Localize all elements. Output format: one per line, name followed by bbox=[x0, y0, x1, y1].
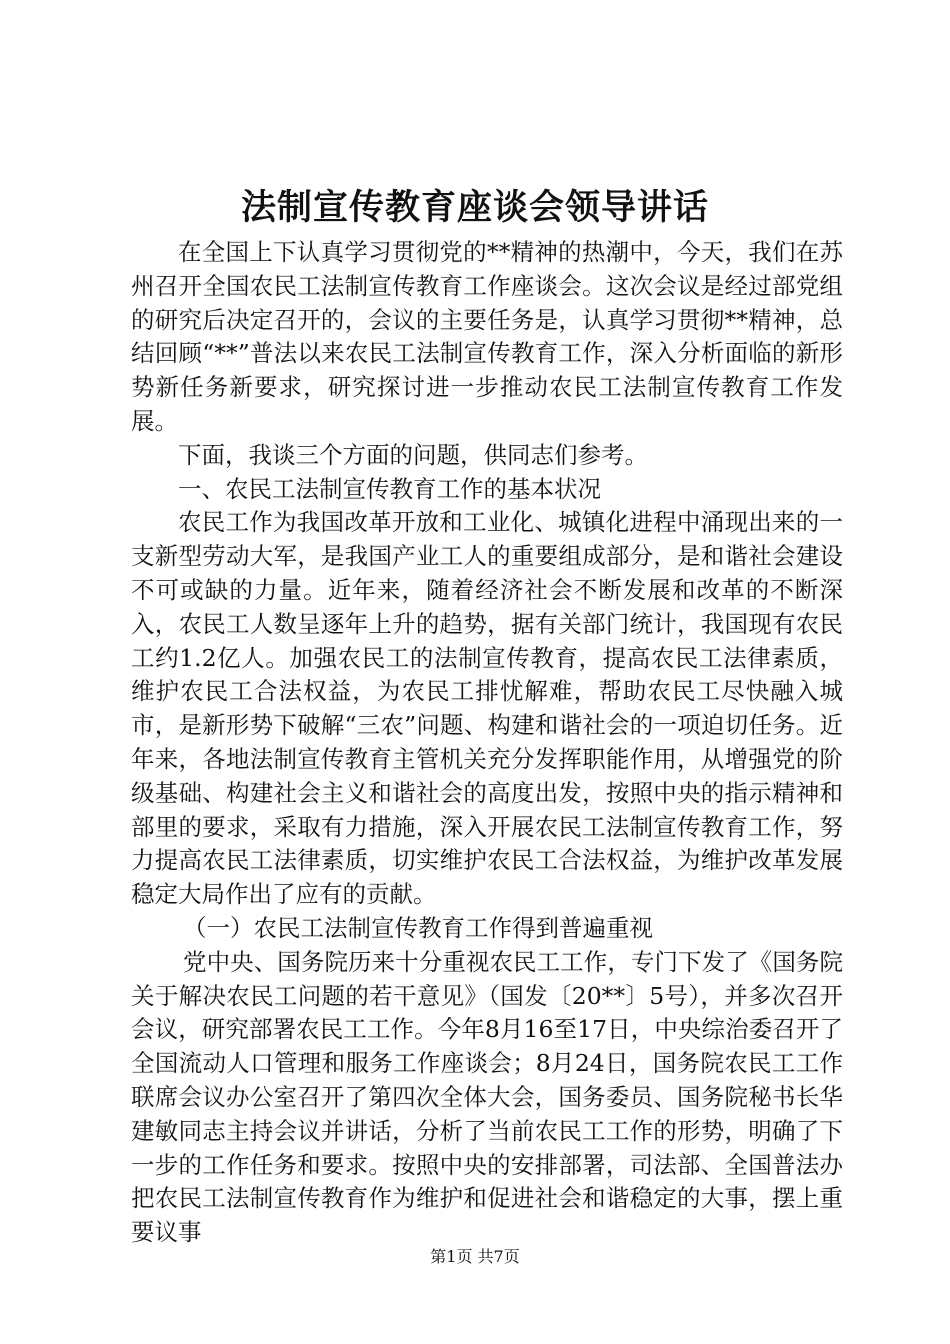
page-number-footer: 第1页 共7页 bbox=[430, 1247, 520, 1266]
document-body bbox=[131, 236, 843, 1250]
paragraph-section-1: 农民工作为我国改革开放和工业化、城镇化进程中涌现出来的一支新型劳动大军，是我国产业工人的重要组成部分，是和谐社会建设不可或缺的力量。近年来，随着经济社会不断发展和改革的不断深入，农民工人数呈逐年上升的趋势，据有关部门统计，我国现有农民工约1.2亿人。加强农民工的法制宣传教育，提高农民工法律素质，维护农民工合法权益，为农民工排忧解难，帮助农民工尽快融入城市，是新形势下破解“三农”问题、构建和谐社会的一项迫切任务。近年来，各地法制宣传教育主管机关充分发挥职能作用，从增强党的阶级基础、构建社会主义和谐社会的高度出发，按照中央的指示精神和部里的要求，采取有力措施，深入开展农民工法制宣传教育工作，努力提高农民工法律素质，切实维护农民工合法权益，为维护改革发展稳定大局作出了应有的贡献。 bbox=[131, 508, 843, 909]
paragraph-intro: 在全国上下认真学习贯彻党的**精神的热潮中，今天，我们在苏州召开全国农民工法制宣传教育工作座谈会。这次会议是经过部党组的研究后决定召开的，会议的主要任务是，认真学习贯彻**精神，总结回顾“**”普法以来农民工法制宣传教育工作，深入分析面临的新形势新任务新要求，研究探讨进一步推动农民工法制宣传教育工作发展。 bbox=[131, 238, 843, 435]
paragraph-subsection-1: 党中央、国务院历来十分重视农民工工作，专门下发了《国务院关于解决农民工问题的若干意见》（国发〔20**〕5号），并多次召开会议，研究部署农民工工作。今年8月16至17日，中央综治委召开了全国流动人口管理和服务工作座谈会；8月24日，国务院农民工工作联席会议办公室召开了第四次全体大会，国务委员、国务院秘书长华建敏同志主持会议并讲话，分析了当前农民工工作的形势，明确了下一步的工作任务和要求。按照中央的安排部署，司法部、全国普法办把农民工法制宣传教育作为维护和促进社会和谐稳定的大事，摆上重要议事 bbox=[131, 947, 843, 1247]
section-heading-1: 一、农民工法制宣传教育工作的基本状况 bbox=[178, 474, 601, 503]
subsection-heading-1: （一）农民工法制宣传教育工作得到普遍重视 bbox=[183, 913, 653, 942]
paragraph-overview: 下面，我谈三个方面的问题，供同志们参考。 bbox=[178, 440, 648, 469]
document-title: 法制宣传教育座谈会领导讲话 bbox=[240, 187, 709, 228]
